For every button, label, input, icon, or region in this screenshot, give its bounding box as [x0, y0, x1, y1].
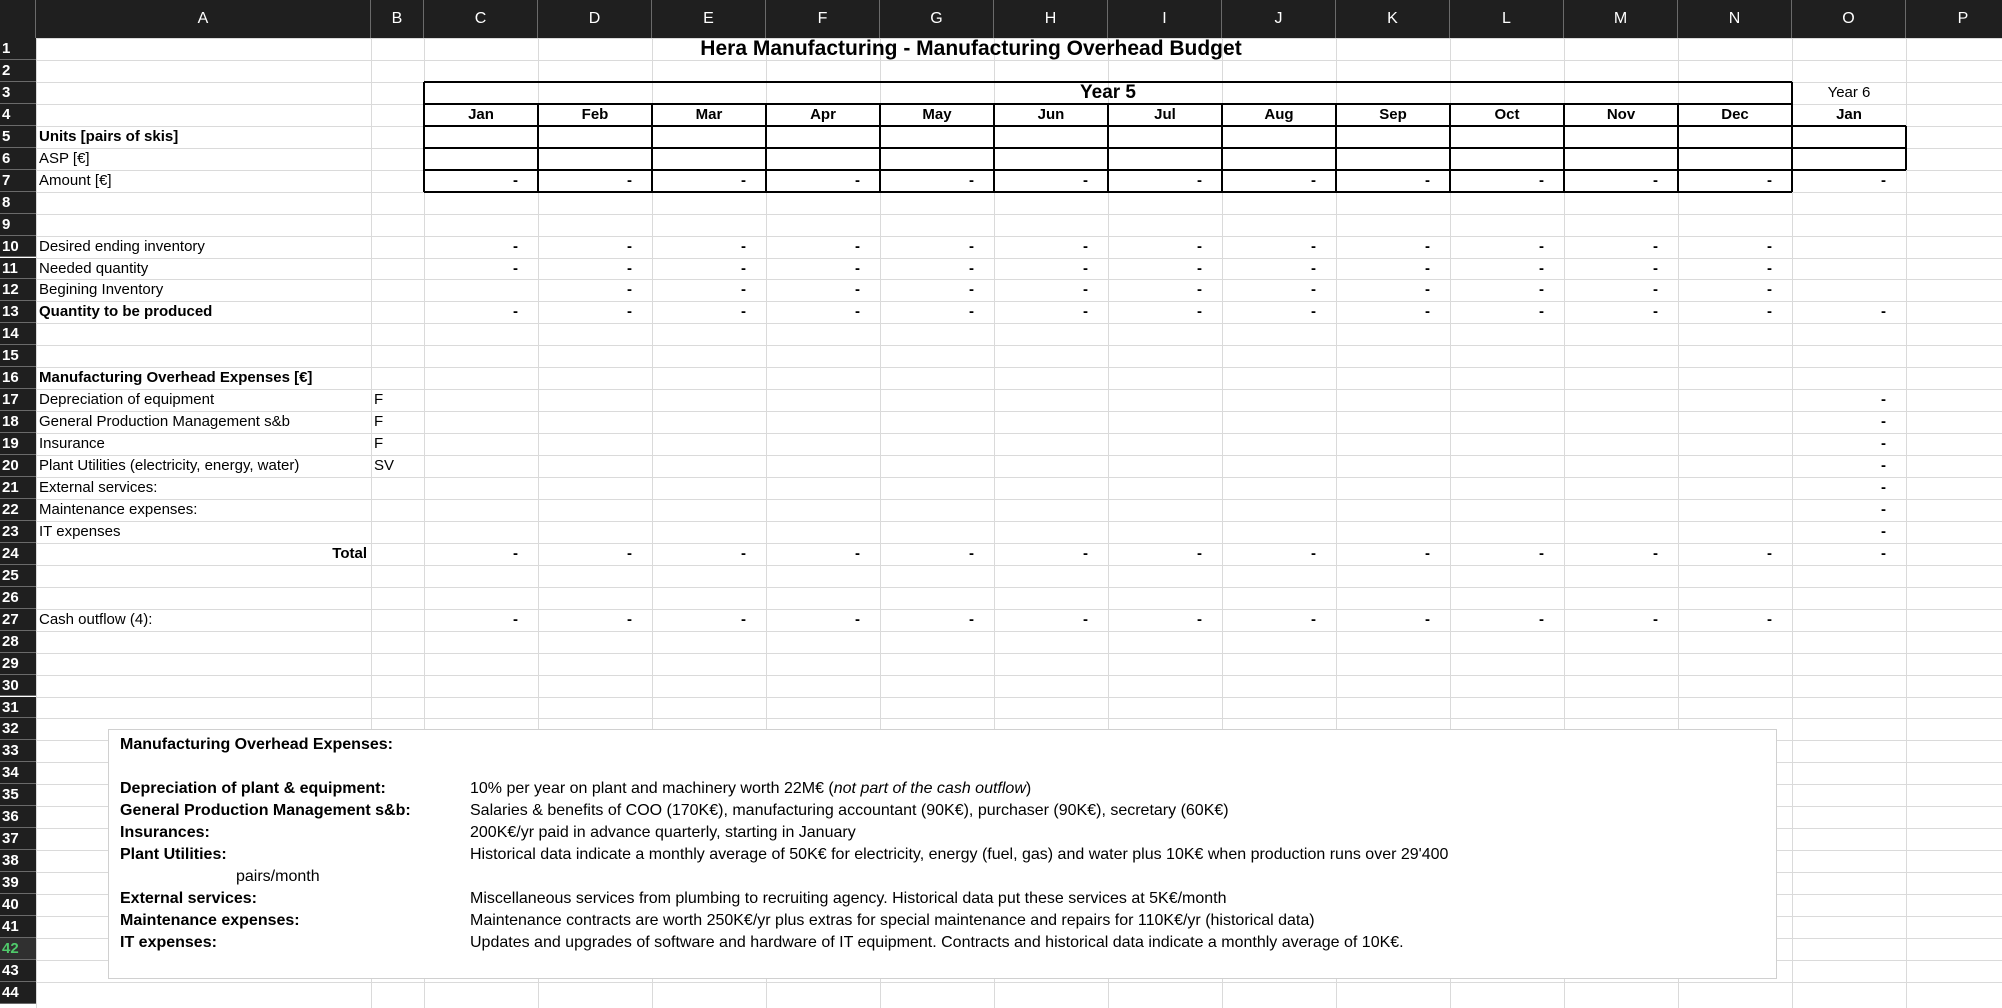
value-cell[interactable]: - [1539, 237, 1544, 255]
row-header-10[interactable]: 10 [0, 236, 36, 258]
row-header-22[interactable]: 22 [0, 499, 36, 521]
row-header-6[interactable]: 6 [0, 148, 36, 170]
select-all-corner[interactable] [0, 0, 36, 38]
row-header-4[interactable]: 4 [0, 104, 36, 126]
value-cell[interactable]: - [1653, 259, 1658, 277]
label-it-expenses: IT expenses [39, 522, 121, 540]
value-cell[interactable]: - [1539, 303, 1544, 321]
label-amount: Amount [€] [39, 171, 112, 189]
value-cell[interactable]: - [1653, 171, 1658, 189]
label-quantity-to-be-produced: Quantity to be produced [39, 303, 213, 321]
gridline-v [1906, 38, 1907, 1008]
row-header-15[interactable]: 15 [0, 345, 36, 367]
label-insurance: Insurance [39, 435, 105, 453]
note-text: Historical data indicate a monthly average of 50K€ for electricity, energy (fuel, gas) and water plus 10K€ when production runs over 29'400 [470, 845, 1449, 863]
value-cell[interactable]: - [969, 303, 974, 321]
value-cell[interactable]: - [1767, 610, 1772, 628]
value-cell[interactable]: - [1767, 171, 1772, 189]
month-header-mar: Mar [695, 105, 723, 123]
column-header-o[interactable]: O [1792, 0, 1906, 38]
column-header-l[interactable]: L [1450, 0, 1564, 38]
value-cell[interactable]: - [1881, 413, 1886, 431]
row-header-8[interactable]: 8 [0, 192, 36, 214]
value-cell[interactable]: - [969, 281, 974, 299]
value-cell[interactable]: - [1539, 171, 1544, 189]
value-cell[interactable]: - [1197, 544, 1202, 562]
value-cell[interactable]: - [627, 610, 632, 628]
row-header-41[interactable]: 41 [0, 916, 36, 938]
value-cell[interactable]: - [1311, 259, 1316, 277]
gridline-h [36, 455, 2002, 456]
cost-type-depreciation: F [374, 391, 384, 409]
row-header-14[interactable]: 14 [0, 323, 36, 345]
border [424, 147, 1906, 149]
row-header-3[interactable]: 3 [0, 82, 36, 104]
row-header-18[interactable]: 18 [0, 411, 36, 433]
value-cell[interactable]: - [1881, 479, 1886, 496]
value-cell[interactable]: - [1311, 171, 1316, 189]
gridline-h [36, 587, 2002, 588]
row-header-20[interactable]: 20 [0, 455, 36, 477]
row-header-2[interactable]: 2 [0, 60, 36, 82]
value-cell[interactable]: - [1197, 303, 1202, 321]
column-header-i[interactable]: I [1108, 0, 1222, 38]
row-header-27[interactable]: 27 [0, 609, 36, 631]
value-cell[interactable]: - [513, 544, 518, 562]
value-cell[interactable]: - [1083, 610, 1088, 628]
value-cell[interactable]: - [1539, 610, 1544, 628]
value-cell[interactable]: - [1653, 281, 1658, 299]
label-units: Units [pairs of skis] [39, 127, 179, 145]
row-header-42[interactable]: 42 [0, 938, 36, 960]
month-header-jan: Jan [468, 105, 494, 123]
value-cell[interactable]: - [513, 610, 518, 628]
year5-header: Year 5 [1080, 81, 1136, 103]
value-cell[interactable]: - [741, 259, 746, 277]
note-text-continuation: pairs/month [236, 867, 320, 885]
gridline-h [36, 718, 2002, 719]
column-header-g[interactable]: G [880, 0, 994, 38]
value-cell[interactable]: - [1311, 610, 1316, 628]
gridline-h [36, 433, 2002, 434]
row-header-9[interactable]: 9 [0, 214, 36, 236]
month-header-aug: Aug [1264, 105, 1294, 123]
year6-month-header: Jan [1836, 105, 1862, 123]
value-cell[interactable]: - [1083, 259, 1088, 277]
value-cell[interactable]: - [627, 237, 632, 255]
value-cell[interactable]: - [855, 281, 860, 299]
note-label: Insurances: [120, 823, 210, 841]
value-cell[interactable]: - [513, 303, 518, 321]
label-cash-outflow: Cash outflow (4): [39, 610, 153, 628]
value-cell[interactable]: - [741, 281, 746, 299]
row-header-38[interactable]: 38 [0, 850, 36, 872]
value-cell[interactable]: - [1425, 171, 1430, 189]
value-cell[interactable]: - [1197, 237, 1202, 255]
value-cell[interactable]: - [855, 303, 860, 321]
gridline-h [36, 521, 2002, 522]
value-cell[interactable]: - [513, 237, 518, 255]
value-cell[interactable]: - [513, 259, 518, 277]
row-header-5[interactable]: 5 [0, 126, 36, 148]
row-header-28[interactable]: 28 [0, 631, 36, 653]
value-cell[interactable]: - [1083, 544, 1088, 562]
value-cell[interactable]: - [1197, 281, 1202, 299]
row-header-34[interactable]: 34 [0, 762, 36, 784]
row-header-35[interactable]: 35 [0, 784, 36, 806]
label-mfg-overhead-expenses: Manufacturing Overhead Expenses [€] [39, 369, 313, 387]
row-header-25[interactable]: 25 [0, 565, 36, 587]
month-header-dec: Dec [1721, 105, 1749, 123]
value-cell[interactable]: - [969, 237, 974, 255]
value-cell[interactable]: - [855, 237, 860, 255]
border [1905, 126, 1907, 170]
gridline-h [36, 631, 2002, 632]
value-cell[interactable]: - [627, 171, 632, 189]
label-external-services: External services: [39, 479, 158, 496]
value-cell[interactable]: - [1311, 281, 1316, 299]
column-header-a[interactable]: A [36, 0, 371, 38]
column-header-n[interactable]: N [1678, 0, 1792, 38]
value-cell[interactable]: - [969, 171, 974, 189]
value-cell[interactable]: - [1767, 259, 1772, 277]
month-header-feb: Feb [581, 105, 609, 123]
value-cell[interactable]: - [741, 544, 746, 562]
value-cell[interactable]: - [513, 171, 518, 189]
value-cell[interactable]: - [627, 303, 632, 321]
gridline-h [36, 565, 2002, 566]
value-cell[interactable]: - [1881, 457, 1886, 475]
row-header-26[interactable]: 26 [0, 587, 36, 609]
row-header-19[interactable]: 19 [0, 433, 36, 455]
value-cell[interactable]: - [1653, 610, 1658, 628]
row-header-33[interactable]: 33 [0, 740, 36, 762]
month-header-jul: Jul [1154, 105, 1176, 123]
value-cell[interactable]: - [1425, 544, 1430, 562]
value-cell[interactable]: - [1881, 171, 1886, 189]
value-cell[interactable]: - [1197, 171, 1202, 189]
value-cell[interactable]: - [627, 544, 632, 562]
value-cell[interactable]: - [1767, 544, 1772, 562]
row-header-24[interactable]: 24 [0, 543, 36, 565]
row-header-36[interactable]: 36 [0, 806, 36, 828]
note-label: Plant Utilities: [120, 845, 227, 863]
value-cell[interactable]: - [1197, 610, 1202, 628]
note-text: Maintenance contracts are worth 250K€/yr plus extras for special maintenance and repairs for 110K€/yr (historical data) [470, 911, 1315, 929]
label-plant-utilities: Plant Utilities (electricity, energy, water) [39, 457, 300, 475]
label-depreciation: Depreciation of equipment [39, 391, 215, 409]
value-cell[interactable]: - [1881, 544, 1886, 562]
value-cell[interactable]: - [741, 303, 746, 321]
label-asp: ASP [€] [39, 149, 90, 167]
value-cell[interactable]: - [1425, 610, 1430, 628]
value-cell[interactable]: - [627, 281, 632, 299]
value-cell[interactable]: - [855, 259, 860, 277]
note-label: IT expenses: [120, 933, 217, 951]
column-header-p[interactable]: P [1906, 0, 2002, 38]
value-cell[interactable]: - [1083, 237, 1088, 255]
gridline-h [36, 411, 2002, 412]
column-header-h[interactable]: H [994, 0, 1108, 38]
value-cell[interactable]: - [969, 259, 974, 277]
gridline-h [36, 367, 2002, 368]
value-cell[interactable]: - [969, 610, 974, 628]
value-cell[interactable]: - [1767, 281, 1772, 299]
value-cell[interactable]: - [1425, 259, 1430, 277]
column-header-e[interactable]: E [652, 0, 766, 38]
label-total: Total [332, 544, 367, 562]
gridline-h [36, 653, 2002, 654]
gridline-h [36, 697, 2002, 698]
label-needed-quantity: Needed quantity [39, 259, 149, 277]
row-header-29[interactable]: 29 [0, 653, 36, 675]
cost-type-insurance: F [374, 435, 384, 453]
value-cell[interactable]: - [1197, 259, 1202, 277]
value-cell[interactable]: - [855, 610, 860, 628]
note-text: Salaries & benefits of COO (170K€), manufacturing accountant (90K€), purchaser (90K€), secretary (60K€) [470, 801, 1229, 819]
value-cell[interactable]: - [1539, 281, 1544, 299]
row-header-17[interactable]: 17 [0, 389, 36, 411]
row-header-30[interactable]: 30 [0, 675, 36, 697]
row-header-16[interactable]: 16 [0, 367, 36, 389]
value-cell[interactable]: - [1083, 281, 1088, 299]
row-header-13[interactable]: 13 [0, 301, 36, 323]
label-desired-ending-inventory: Desired ending inventory [39, 237, 205, 255]
row-header-12[interactable]: 12 [0, 279, 36, 301]
row-header-40[interactable]: 40 [0, 894, 36, 916]
row-header-1[interactable]: 1 [0, 38, 36, 60]
column-header-k[interactable]: K [1336, 0, 1450, 38]
gridline-h [36, 675, 2002, 676]
gridline-h [36, 323, 2002, 324]
value-cell[interactable]: - [1425, 303, 1430, 321]
value-cell[interactable]: - [1881, 522, 1886, 540]
value-cell[interactable]: - [1881, 303, 1886, 321]
value-cell[interactable]: - [627, 259, 632, 277]
gridline-h [36, 345, 2002, 346]
value-cell[interactable]: - [1767, 237, 1772, 255]
column-header-m[interactable]: M [1564, 0, 1678, 38]
row-header-11[interactable]: 11 [0, 258, 36, 280]
row-header-31[interactable]: 31 [0, 697, 36, 719]
value-cell[interactable]: - [1311, 237, 1316, 255]
column-header-f[interactable]: F [766, 0, 880, 38]
value-cell[interactable]: - [1653, 303, 1658, 321]
value-cell[interactable]: - [1311, 303, 1316, 321]
note-text: Miscellaneous services from plumbing to recruiting agency. Historical data put these services at 5K€/month [470, 889, 1227, 907]
month-header-oct: Oct [1494, 105, 1520, 123]
gridline-h [36, 389, 2002, 390]
label-maintenance: Maintenance expenses: [39, 500, 198, 518]
row-header-37[interactable]: 37 [0, 828, 36, 850]
value-cell[interactable]: - [1881, 500, 1886, 518]
row-header-43[interactable]: 43 [0, 960, 36, 982]
value-cell[interactable]: - [969, 544, 974, 562]
column-header-j[interactable]: J [1222, 0, 1336, 38]
value-cell[interactable]: - [741, 237, 746, 255]
month-header-apr: Apr [810, 105, 836, 123]
gridline-v [36, 38, 37, 1008]
value-cell[interactable]: - [741, 171, 746, 189]
value-cell[interactable]: - [1083, 303, 1088, 321]
value-cell[interactable]: - [1653, 544, 1658, 562]
value-cell[interactable]: - [1653, 237, 1658, 255]
note-text: Updates and upgrades of software and hardware of IT equipment. Contracts and historical data indicate a monthly average of 10K€. [470, 933, 1404, 951]
gridline-h [36, 477, 2002, 478]
note-label: Depreciation of plant & equipment: [120, 779, 386, 797]
note-label: General Production Management s&b: [120, 801, 411, 819]
value-cell[interactable]: - [1311, 544, 1316, 562]
value-cell[interactable]: - [1539, 259, 1544, 277]
note-label: Maintenance expenses: [120, 911, 300, 929]
gridline-h [36, 982, 2002, 983]
value-cell[interactable]: - [1083, 171, 1088, 189]
row-header-7[interactable]: 7 [0, 170, 36, 192]
value-cell[interactable]: - [855, 171, 860, 189]
gridline-h [36, 60, 2002, 61]
value-cell[interactable]: - [1425, 281, 1430, 299]
month-header-may: May [922, 105, 952, 123]
row-header-44[interactable]: 44 [0, 982, 36, 1004]
month-header-nov: Nov [1606, 105, 1636, 123]
month-header-sep: Sep [1379, 105, 1407, 123]
label-beginning-inventory: Begining Inventory [39, 281, 164, 299]
notes-heading: Manufacturing Overhead Expenses: [120, 736, 393, 753]
value-cell[interactable]: - [855, 544, 860, 562]
value-cell[interactable]: - [1881, 435, 1886, 453]
value-cell[interactable]: - [1881, 391, 1886, 409]
column-header-d[interactable]: D [538, 0, 652, 38]
year6-header: Year 6 [1827, 83, 1871, 101]
value-cell[interactable]: - [1539, 544, 1544, 562]
column-header-b[interactable]: B [371, 0, 424, 38]
row-header-39[interactable]: 39 [0, 872, 36, 894]
note-label: External services: [120, 889, 257, 907]
label-general-production: General Production Management s&b [39, 413, 290, 431]
column-header-c[interactable]: C [424, 0, 538, 38]
value-cell[interactable]: - [1425, 237, 1430, 255]
note-text: 200K€/yr paid in advance quarterly, starting in January [470, 823, 856, 841]
cost-type-plant-utilities: SV [374, 457, 395, 475]
row-header-23[interactable]: 23 [0, 521, 36, 543]
value-cell[interactable]: - [1767, 303, 1772, 321]
gridline-h [36, 214, 2002, 215]
row-header-32[interactable]: 32 [0, 718, 36, 740]
value-cell[interactable]: - [741, 610, 746, 628]
note-text: 10% per year on plant and machinery worth 22M€ (not part of the cash outflow) [470, 779, 1032, 797]
month-header-jun: Jun [1037, 105, 1065, 123]
page-title: Hera Manufacturing - Manufacturing Overhead Budget [700, 37, 1242, 60]
row-header-21[interactable]: 21 [0, 477, 36, 499]
gridline-h [36, 499, 2002, 500]
cost-type-general-production: F [374, 413, 384, 431]
